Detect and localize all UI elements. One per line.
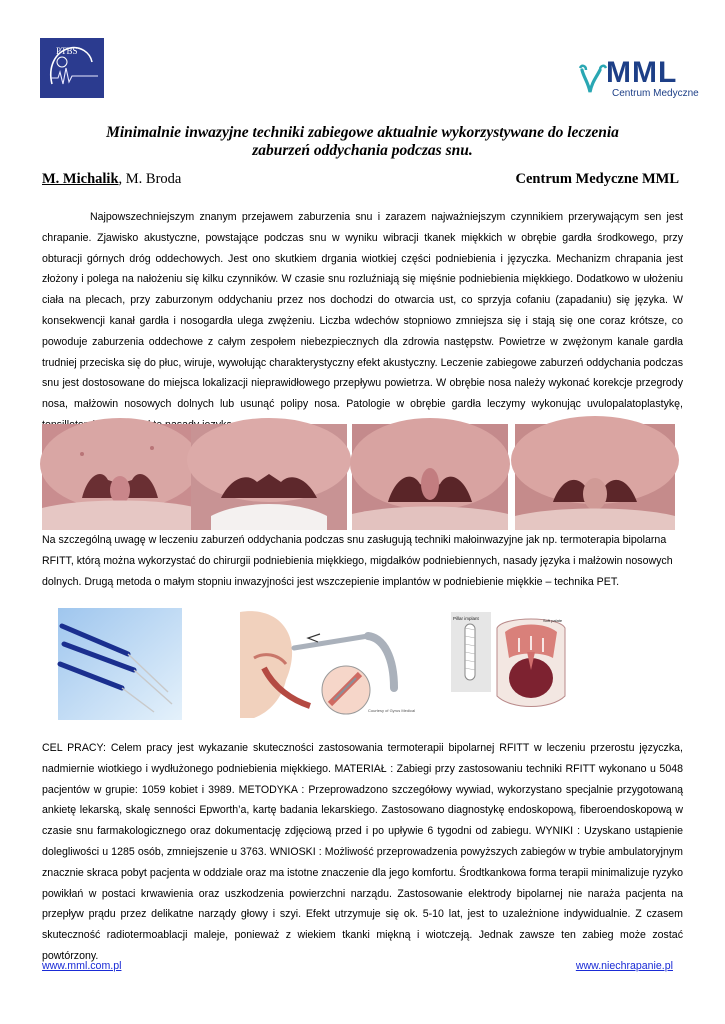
author-main: M. Michalik (42, 171, 119, 187)
document-title (40, 124, 685, 160)
techniques-paragraph: Na szczególną uwagę w leczeniu zaburzeń oddychania podczas snu zasługują techniki małoinwazyjne jak np. termoterapia bipolarna RFITT, którą można wykorzystać do chirurgii podniebienia miękkiego, migdałków podniebiennych, nasady języka i małżowin nosowych dolnych. Drugą metoda o małym stopniu inwazyjności jest wszczepienie implantów w podniebienie miękkie – technika PET. (42, 534, 673, 588)
endoscopy-photo-2 (191, 424, 347, 530)
illu2-caption: Courtesy of Gyrus Medical (368, 708, 416, 713)
authors (42, 171, 181, 188)
title-line-2: zaburzeń oddychania podczas snu. (252, 142, 473, 159)
title-line-1: Minimalnie inwazyjne techniki zabiegowe aktualnie wykorzystywane do leczenia (106, 124, 619, 141)
pillar-implant-illustration (447, 608, 571, 720)
footer-link-mml[interactable]: www.mml.com.pl (42, 960, 122, 972)
footer-link-niechrapanie[interactable]: www.niechrapanie.pl (575, 960, 673, 972)
mml-logo (578, 56, 699, 104)
mml-logo-name: MML (606, 56, 678, 89)
throat-photo-2 (191, 424, 347, 530)
throat-photo-3 (352, 424, 508, 530)
study-paragraph: CEL PRACY: Celem pracy jest wykazanie skuteczności zastosowania termoterapii bipolarnej RFITT w leczeniu przerostu języczka, nadmiernie wiotkiego i wydłużonego podniebienia miękkiego. MATERIAŁ : Zabiegi przy zastosowaniu techniki RFITT wykonano u 5048 pacjentów w grupie: 1059 kobiet i 3989. METODYKA : Przeprowadzono szczegółowy wywiad, wykorzystano specjalnie przygotowaną ankietę lekarską, skalę senności Epworth’a, kartę badania lekarskiego. Zastosowano diagnostykę endoskopową, fiberoendoskopową w czasie snu farmakologicznego oraz dokumentację zdjęciową przed i po upływie 6 tygodni od zabiegu. WYNIKI : Uzyskano ustąpienie dolegliwości u 1285 osób, zmniejszenie u 3763. WNIOSKI : Możliwość przeprowadzenia powyższych zabiegów w trybie ambulatoryjnym znacznie skraca pobyt pacjenta w oddziale oraz ma istotne znaczenie dla jego komfortu. Środtkankowa forma terapii minimalizuje ryzyko powikłań w postaci krwawienia oraz uszkodzenia powierzchni narządu. Zastosowanie elektrody bipolarnej nie naraża pacjenta na przepływ prądu przez delikatne narządy głowy i szyi. Efekt utrzymuje się ok. 5-10 lat, jest to uzależnione indywidualnie. Z czasem skuteczność radiotermoablacji maleje, ponieważ z wiekiem tkanki miękną i wiotczeją. Jednak zawsze ten zabieg może zostać powtórzony. (42, 742, 683, 962)
electrodes-illustration (58, 608, 182, 720)
affiliation: Centrum Medyczne MML (515, 171, 679, 187)
illu3-label-pillar: Pillar implant (453, 616, 479, 621)
ptbs-logo (40, 38, 104, 98)
mml-logo-subtitle: Centrum Medyczne (612, 88, 699, 99)
ptbs-logo-text: PTBS (56, 46, 78, 56)
intro-paragraph: Najpowszechniejszym znanym przejawem zaburzenia snu i zarazem najważniejszym czynnikiem przerywającym sen jest chrapanie. Zjawisko akustyczne, powstające podczas snu w wyniku wibracji tkanek miękkich w obrębie gardła środkowego, przy obturacji górnych dróg oddechowych. Jest ono skutkiem drgania wiotkiej części podniebienia i języczka. Mechanizm chrapania jest złożony i polega na nałożeniu się kilku czynników. W czasie snu rozluźniają się mięśnie podniebienia miękkiego. Dodatkowo w ułożeniu ciała na plecach, przy zaburzonym oddychaniu przez nos dochodzi do otwarcia ust, co sprzyja cofaniu (zapadaniu) się języka. W konsekwencji kanał gardła i nosogardła ulega zwężeniu. Liczba wdechów stopniowo zmniejsza się i stają się one coraz krótsze, co powoduje zaburzenia oddechowe z całym zespołem niebezpiecznych dla zdrowia następstw. Powietrze w zwężonym kanale gardła trudniej przeciska się do płuc, wiruje, wywołując charakterystyczny efekt akustyczny. Leczenie zabiegowe zaburzeń oddychania podczas snu jest dostosowane do miejsca lokalizacji nieprawidłowego przepływu powietrza. W obrębie nosa należy wykonać korekcje przegrody nosa, małżowin nosowych dolnych lub usunąć polipy nosa. Patologie w obrębie gardła leczymy wykonując uvulopalatoplastykę, (42, 211, 683, 411)
endoscopy-photo-1 (42, 424, 198, 530)
rfitt-procedure-illustration (234, 608, 416, 720)
rfitt-electrodes-image (58, 608, 182, 720)
endoscopy-photo-3 (352, 424, 508, 530)
pillar-implant-diagram (447, 608, 571, 720)
author-others: , M. Broda (118, 171, 182, 187)
illu3-label-palate: Soft palate (543, 618, 563, 623)
throat-photo-4 (515, 424, 675, 530)
endoscopy-photo-4 (515, 424, 675, 530)
procedure-diagram (234, 608, 416, 720)
throat-photo-1 (42, 424, 198, 530)
